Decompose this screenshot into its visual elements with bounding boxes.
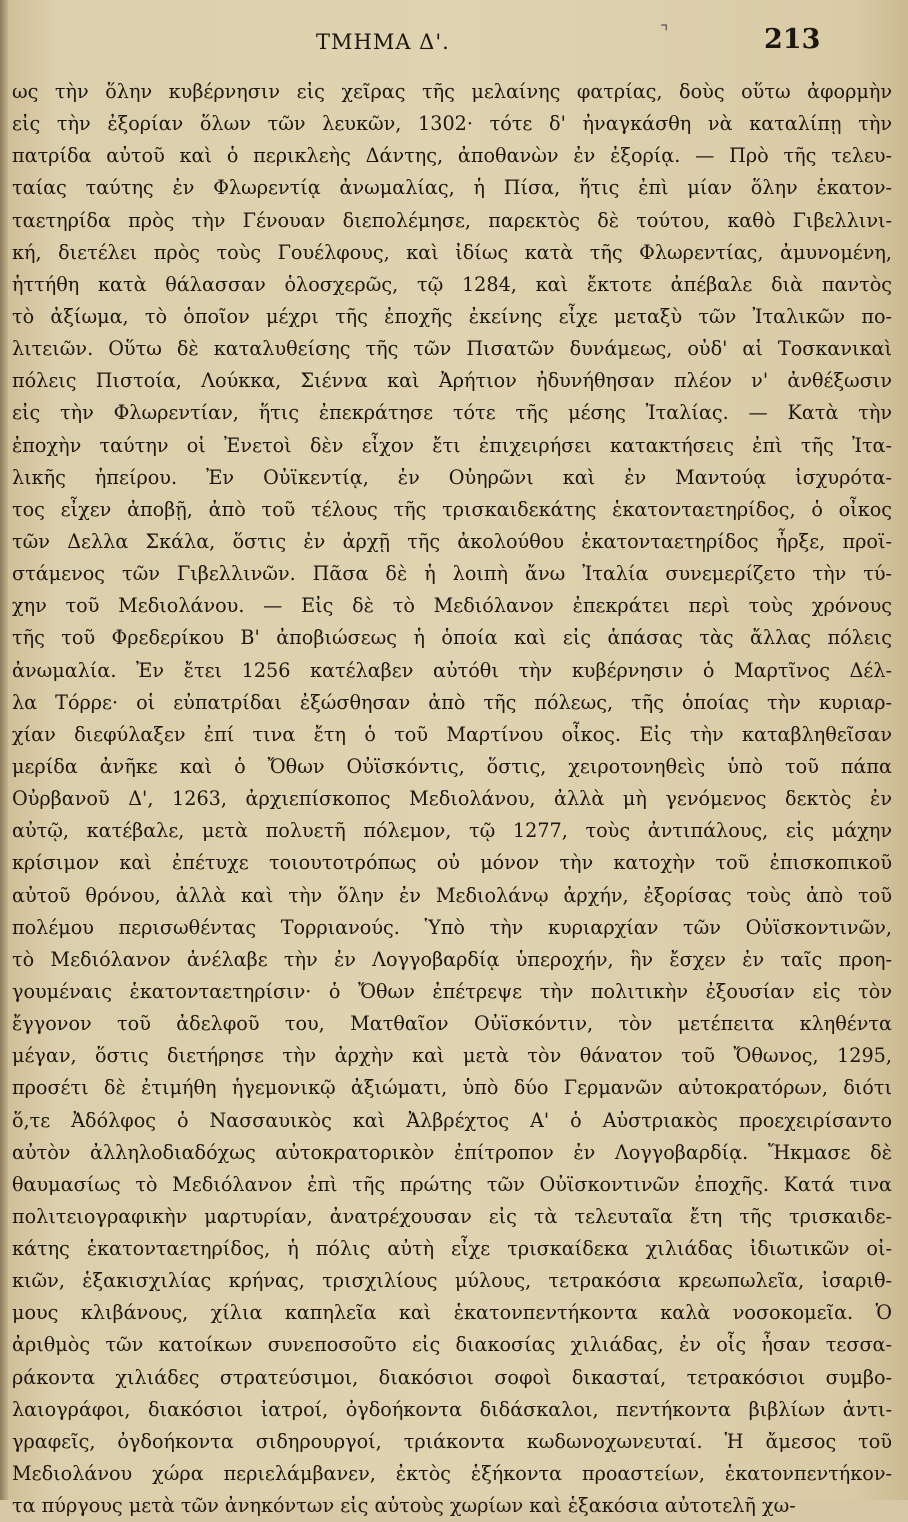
text-line: χίαν διεφύλαξεν ἐπί τινα ἔτη ὁ τοῦ Μαρτίνου οἶκος. Εἰς τὴν καταβληθεῖσαν	[12, 722, 892, 746]
text-line: λιτειῶν. Οὕτω δὲ καταλυθείσης τῆς τῶν Πισατῶν δυνάμεως, οὐδ' αἱ Τοσκανικαὶ	[12, 337, 892, 361]
text-line: ταετηρίδα πρὸς τὴν Γένουαν διεπολέμησε, παρεκτὸς δὲ τούτου, καθὸ Γιβελλινι-	[12, 208, 892, 232]
text-line: Οὐρβανοῦ Δ', 1263, ἀρχιεπίσκοπος Μεδιολάνου, ἀλλὰ μὴ γενόμενος δεκτὸς ἐν	[12, 787, 892, 811]
body-text	[12, 76, 892, 1522]
text-line: ἔγγονον τοῦ ἀδελφοῦ του, Ματθαῖον Οὐϊσκόντιν, τὸν μετέπειτα κληθέντα	[12, 1012, 892, 1036]
text-line: πατρίδα αὐτοῦ καὶ ὁ περικλεὴς Δάντης, ἀποθανὼν ἐν ἐξορίᾳ. — Πρὸ τῆς τελευ-	[12, 144, 892, 168]
text-line: τῶν Δελλα Σκάλα, ὅστις ἐν ἀρχῇ τῆς ἀκολούθου ἑκατονταετηρίδος ἦρξε, προϊ-	[12, 529, 892, 553]
text-line: αὐτοῦ θρόνου, ἀλλὰ καὶ τὴν ὅλην ἐν Μεδιολάνῳ ἀρχήν, ἐξορίσας τοὺς ἀπὸ τοῦ	[12, 883, 892, 907]
text-line: κή, διετέλει πρὸς τοὺς Γουέλφους, καὶ ἰδίως κατὰ τῆς Φλωρεντίας, ἀμυνομένη,	[12, 240, 892, 264]
text-line: μερίδα ἀνῆκε καὶ ὁ Ὄθων Οὐϊσκόντις, ὅστις, χειροτονηθεὶς ὑπὸ τοῦ πάπα	[12, 754, 892, 778]
text-line: τῆς τοῦ Φρεδερίκου Β' ἀποβιώσεως ἡ ὁποία καὶ εἰς ἁπάσας τὰς ἄλλας πόλεις	[12, 626, 892, 650]
text-line: θαυμασίως τὸ Μεδιόλανον ἐπὶ τῆς πρώτης τῶν Οὐϊσκοντινῶν ἐποχῆς. Κατά τινα	[12, 1172, 892, 1196]
text-line: τος εἶχεν ἀποβῇ, ἀπὸ τοῦ τέλους τῆς τρισκαιδεκάτης ἑκατονταετηρίδος, ὁ οἶκος	[12, 497, 892, 521]
text-line: λα Τόρρε· οἱ εὐπατρίδαι ἐξώσθησαν ἀπὸ τῆς πόλεως, τῆς ὁποίας τὴν κυριαρ-	[12, 690, 892, 714]
text-line: πολιτειογραφικὴν μαρτυρίαν, ἀνατρέχουσαν εἰς τὰ τελευταῖα ἔτη τῆς τρισκαιδε-	[12, 1204, 892, 1228]
text-line: εἰς τὴν ἐξορίαν ὅλων τῶν λευκῶν, 1302· τότε δ' ἠναγκάσθη νὰ καταλίπῃ τὴν	[12, 112, 892, 136]
page-header	[0, 22, 908, 62]
text-line: πόλεις Πιστοία, Λούκκα, Σιέννα καὶ Ἀρήτιον ἠδυνήθησαν πλέον ν' ἀνθέξωσιν	[12, 369, 892, 393]
text-line: αὐτῷ, κατέβαλε, μετὰ πολυετῆ πόλεμον, τῷ 1277, τοὺς ἀντιπάλους, εἰς μάχην	[12, 819, 892, 843]
text-line: κάτης ἑκατονταετηρίδος, ἡ πόλις αὐτὴ εἶχε τρισκαίδεκα χιλιάδας ἰδιωτικῶν οἰ-	[12, 1237, 892, 1261]
text-line: ἀριθμὸς τῶν κατοίκων συνεποσοῦτο εἰς διακοσίας χιλιάδας, ἐν οἷς ἦσαν τεσσα-	[12, 1333, 892, 1357]
text-line: ὅ,τε Ἀδόλφος ὁ Νασσαυικὸς καὶ Ἀλβρέχτος Α' ὁ Αὐστριακὸς προεχειρίσαντο	[12, 1108, 892, 1132]
text-line: αὐτὸν ἀλληλοδιαδόχως αὐτοκρατορικὸν ἐπίτροπον ἐν Λογγοβαρδίᾳ. Ἤκμασε δὲ	[12, 1140, 892, 1164]
text-line: ταίας ταύτης ἐν Φλωρεντίᾳ ἀνωμαλίας, ἡ Πίσα, ἥτις ἐπὶ μίαν ὅλην ἑκατον-	[12, 176, 892, 200]
margin-mark: ⌝	[660, 22, 669, 43]
running-head: ΤΜΗΜΑ Δ'.	[316, 30, 450, 54]
text-line: τὸ Μεδιόλανον ἀνέλαβε τὴν ἐν Λογγοβαρδίᾳ ὑπεροχήν, ἣν ἔσχεν ἐν ταῖς προη-	[12, 947, 892, 971]
text-line: μέγαν, ὅστις διετήρησε τὴν ἀρχὴν καὶ μετὰ τὸν θάνατον τοῦ Ὄθωνος, 1295,	[12, 1044, 892, 1068]
text-line: ράκοντα χιλιάδες στρατεύσιμοι, διακόσιοι σοφοὶ δικασταί, τετρακόσιοι συμβο-	[12, 1365, 892, 1389]
text-line: ἡττήθη κατὰ θάλασσαν ὁλοσχερῶς, τῷ 1284, καὶ ἔκτοτε ἀπέβαλε διὰ παντὸς	[12, 272, 892, 296]
page-number: 213	[764, 24, 821, 55]
text-line: γουμέναις ἑκατονταετηρίσιν· ὁ Ὄθων ἐπέτρεψε τὴν πολιτικὴν ἐξουσίαν εἰς τὸν	[12, 979, 892, 1003]
text-line: κρίσιμον καὶ ἐπέτυχε τοιουτοτρόπως οὐ μόνον τὴν κατοχὴν τοῦ ἐπισκοπικοῦ	[12, 851, 892, 875]
page-binding-edge	[0, 0, 8, 1500]
text-line: Μεδιολάνου χώρα περιελάμβανεν, ἐκτὸς ἑξήκοντα προαστείων, ἑκατονπεντήκον-	[12, 1462, 892, 1486]
text-line: ἐποχὴν ταύτην οἱ Ἐνετοὶ δὲν εἶχον ἔτι ἐπιχειρήσει κατακτήσεις ἐπὶ τῆς Ἰτα-	[12, 433, 892, 457]
text-line: τα πύργους μετὰ τῶν ἀνηκόντων εἰς αὐτοὺς χωρίων καὶ ἑξακόσια αὐτοτελῆ χω-	[12, 1494, 796, 1518]
text-line: πολέμου περισωθέντας Τορριανούς. Ὑπὸ τὴν κυριαρχίαν τῶν Οὐϊσκοντινῶν,	[12, 915, 892, 939]
text-line: λαιογράφοι, διακόσιοι ἰατροί, ὀγδοήκοντα διδάσκαλοι, πεντήκοντα βιβλίων ἀντι-	[12, 1397, 892, 1421]
text-line: τὸ ἀξίωμα, τὸ ὁποῖον μέχρι τῆς ἐποχῆς ἐκείνης εἶχε μεταξὺ τῶν Ἰταλικῶν πο-	[12, 304, 892, 328]
text-line: ἀνωμαλία. Ἐν ἔτει 1256 κατέλαβεν αὐτόθι τὴν κυβέρνησιν ὁ Μαρτῖνος Δέλ-	[12, 658, 892, 682]
text-line: στάμενος τῶν Γιβελλινῶν. Πᾶσα δὲ ἡ λοιπὴ ἄνω Ἰταλία συνεμερίζετο τὴν τύ-	[12, 562, 892, 586]
text-line: μους κλιβάνους, χίλια καπηλεῖα καὶ ἑκατονπεντήκοντα καλὰ νοσοκομεῖα. Ὁ	[12, 1301, 892, 1325]
text-line: προσέτι δὲ ἐτιμήθη ἡγεμονικῷ ἀξιώματι, ὑπὸ δύο Γερμανῶν αὐτοκρατόρων, διότι	[12, 1076, 892, 1100]
text-line: κιῶν, ἑξακισχιλίας κρήνας, τρισχιλίους μύλους, τετρακόσια κρεωπωλεῖα, ἰσαριθ-	[12, 1269, 892, 1293]
text-line: γραφεῖς, ὀγδοήκοντα σιδηρουργοί, τριάκοντα κωδωνοχωνευταί. Ἡ ἄμεσος τοῦ	[12, 1429, 892, 1453]
text-line: εἰς τὴν Φλωρεντίαν, ἥτις ἐπεκράτησε τότε τῆς μέσης Ἰταλίας. — Κατὰ τὴν	[12, 401, 892, 425]
text-line: χην τοῦ Μεδιολάνου. — Εἰς δὲ τὸ Μεδιόλανον ἐπεκράτει περὶ τοὺς χρόνους	[12, 594, 892, 618]
text-line: ως τὴν ὅλην κυβέρνησιν εἰς χεῖρας τῆς μελαίνης φατρίας, δοὺς οὕτω ἀφορμὴν	[12, 80, 892, 103]
text-line: λικῆς ἠπείρου. Ἐν Οὐϊκεντίᾳ, ἐν Οὐηρῶνι καὶ ἐν Μαντούᾳ ἰσχυρότα-	[12, 465, 892, 489]
